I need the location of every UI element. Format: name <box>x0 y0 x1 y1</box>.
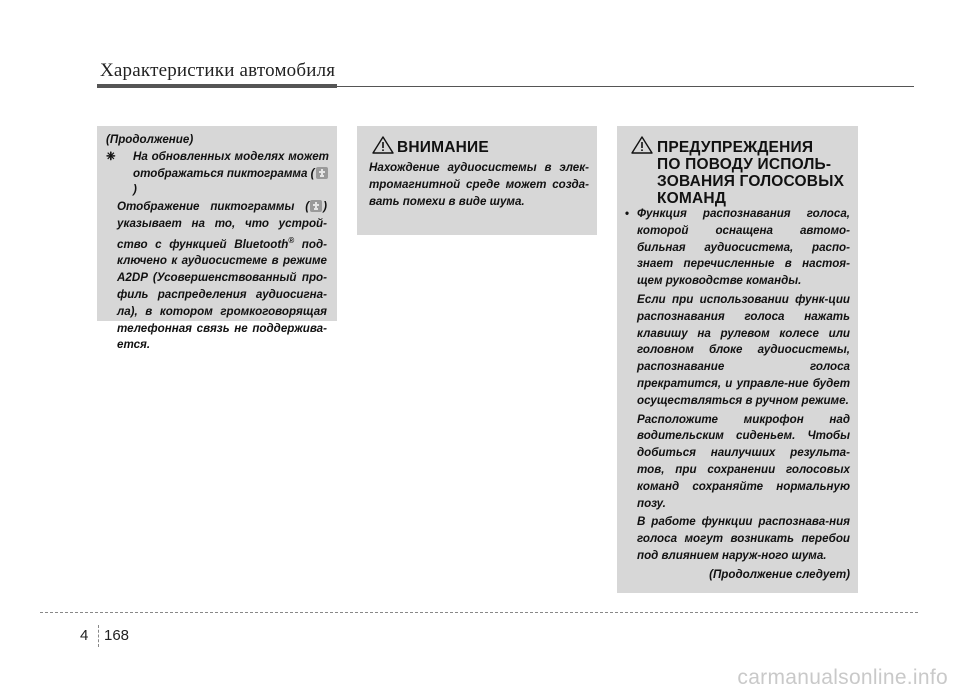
voice-para-2: Если при использовании функ-ции распознавания голоса нажать клавишу на рулевом колесе или головном блоке аудиосистемы, распознавание голоса прекратится, и управле-ние будет осуществляться в ручном режиме. <box>637 292 850 407</box>
caution-text: Нахождение аудиосистемы в элек-тромагнитной среде может созда-вать помехи в виде шума. <box>369 161 589 208</box>
bluetooth-audio-icon <box>316 167 328 179</box>
bluetooth-audio-icon <box>310 200 322 212</box>
para-a: Отображение пиктограммы ( <box>117 200 310 214</box>
header-rule-thin <box>337 86 914 87</box>
voice-bullet <box>625 206 850 584</box>
bluetooth-paragraph <box>117 199 327 354</box>
page-number: 168 <box>104 627 130 644</box>
continued-label: (Продолжение) <box>106 133 194 146</box>
bullet-line1: На обновленных моделях может <box>133 149 329 163</box>
page-number-separator <box>98 625 99 647</box>
footer-rule <box>40 612 918 613</box>
voice-para-1: Функция распознавания голоса, которой оснащена автомо-бильная аудиосистема, распо-знает перечисленные в настоя-щем руководстве команды. <box>637 207 850 288</box>
bullet-line2-text: отображаться пиктограмма ( <box>133 166 315 180</box>
chapter-number: 4 <box>80 627 89 644</box>
bluetooth-bullet <box>106 149 329 199</box>
title-line-3: ЗОВАНИЯ ГОЛОСОВЫХ <box>657 173 845 190</box>
header-rule-thick <box>97 84 337 88</box>
box-caution <box>357 126 597 235</box>
bullet-line2 <box>133 166 329 200</box>
para-c: под-ключено к аудиосистеме в режиме A2DP (Усовершенствованный про-филь распределения аудиосигна-ла), в котором громкоговорящая телефонная связь не поддержива-ется. <box>117 237 327 352</box>
voice-para-3: Расположите микрофон над водительским сиденьем. Чтобы добиться наилучших результа-тов, при сохранении голосовых команд сохраняйте нормальную позу. <box>637 412 850 510</box>
bullet-symbol: • <box>625 207 630 220</box>
voice-warning-title <box>657 139 844 207</box>
bullet-line2-close: ) <box>133 183 137 197</box>
title-line-2: ПО ПОВОДУ ИСПОЛЬ- <box>657 156 832 173</box>
bullet-symbol: ❈ <box>106 149 116 163</box>
caution-title: ВНИМАНИЕ <box>397 139 489 156</box>
voice-para-4: В работе функции распознава-ния голоса могут возникать перебои под влиянием наруж-ного шума. <box>637 515 850 562</box>
box-bluetooth-note <box>97 126 337 352</box>
watermark: carmanualsonline.info <box>737 666 948 689</box>
title-line-1: ПРЕДУПРЕЖДЕНИЯ <box>657 139 814 156</box>
warning-triangle-icon <box>372 136 394 154</box>
registered-mark: ® <box>288 235 295 245</box>
continued-next-label: (Продолжение следует) <box>709 567 850 581</box>
title-line-4: КОМАНД <box>657 190 727 207</box>
warning-triangle-icon <box>631 136 653 154</box>
page-header-title: Характеристики автомобиля <box>100 60 336 81</box>
box-voice-warning <box>617 126 858 593</box>
para-b: ) указывает на то, что устрой-ство с функцией Bluetooth <box>117 200 327 251</box>
